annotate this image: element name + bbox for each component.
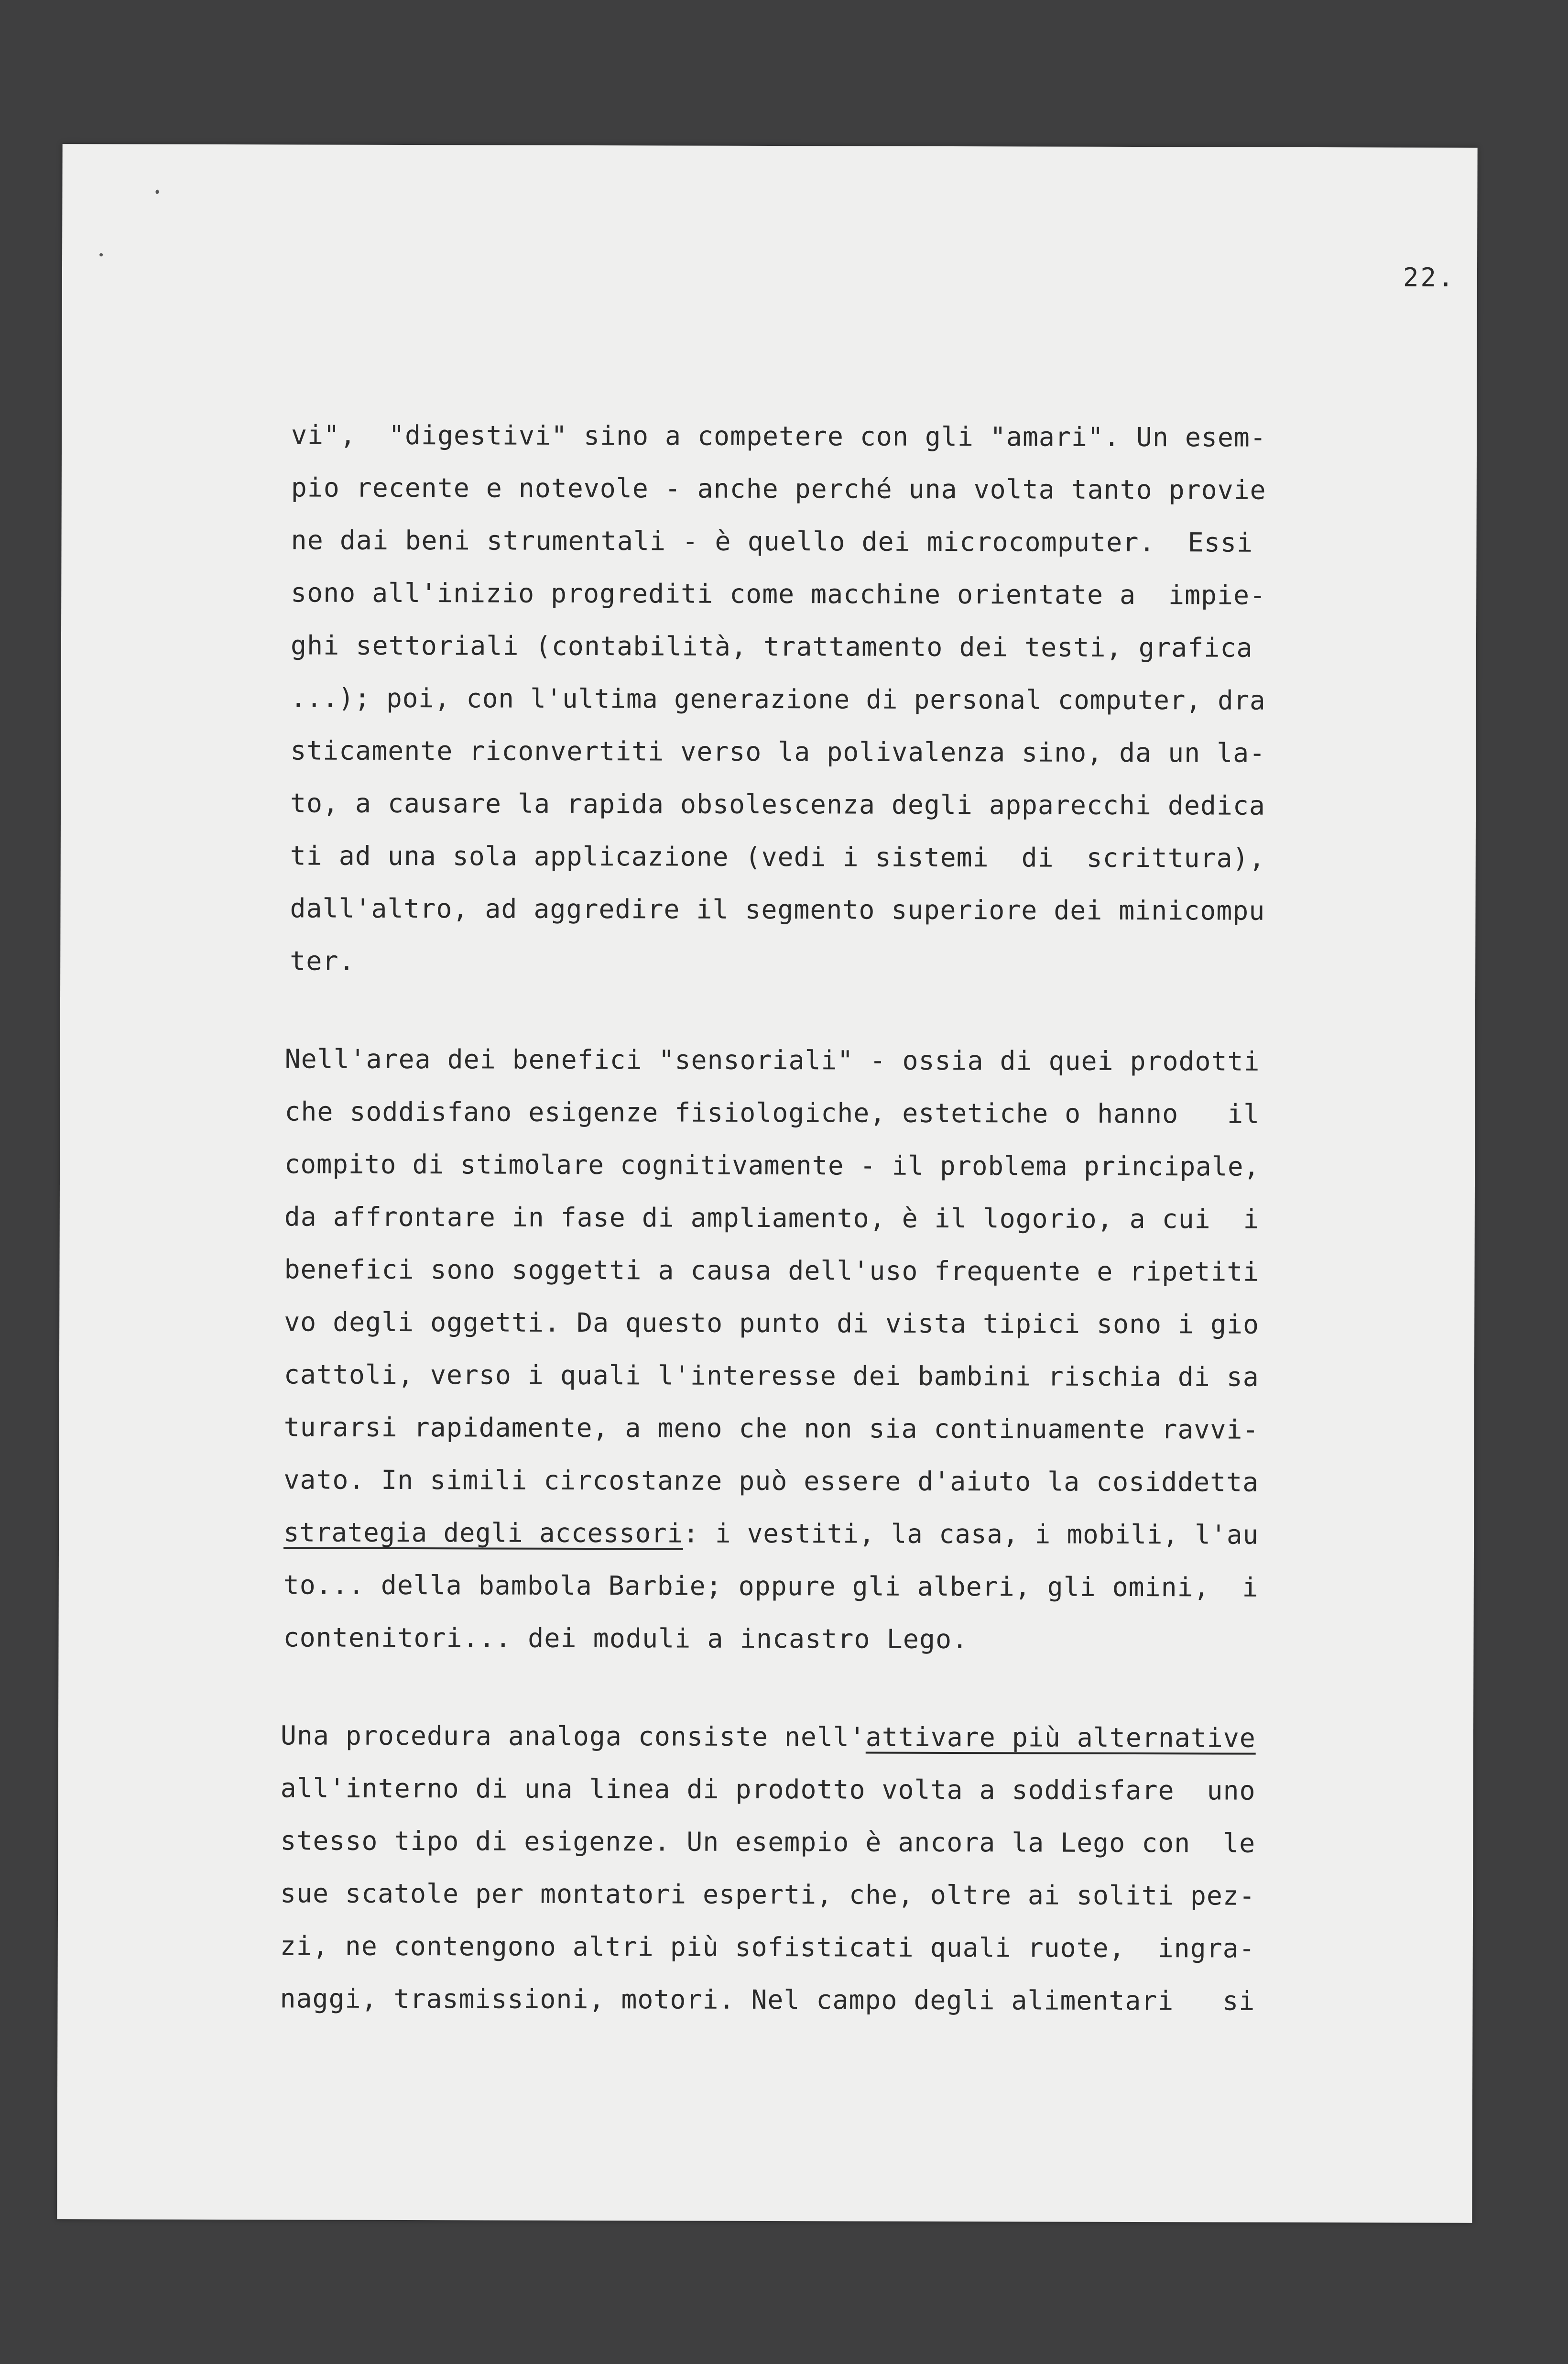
text-line: da affrontare in fase di ampliamento, è il logorio, a cui i — [284, 1201, 1260, 1235]
text-line: dall'altro, ad aggredire il segmento superiore dei minicompu — [290, 893, 1265, 926]
paper-speck — [99, 253, 103, 256]
text-line-start: Una procedura analoga consiste nell' — [280, 1720, 866, 1752]
text-line: ne dai beni strumentali - è quello dei microcomputer. Essi — [291, 525, 1253, 558]
paper-speck — [155, 190, 159, 194]
text-line: Nell'area dei benefici "sensoriali" - ossia di quei prodotti — [284, 1043, 1260, 1077]
text-line-with-underline — [281, 1722, 1256, 1751]
text-line: zi, ne contengono altri più sofisticati quali ruote, ingra- — [280, 1930, 1255, 1964]
text-line: benefici sono soggetti a causa dell'uso frequente e ripetiti — [284, 1254, 1260, 1287]
underlined-phrase: strategia degli accessori — [283, 1517, 684, 1549]
text-line: contenitori... dei moduli a incastro Lego. — [283, 1622, 969, 1655]
text-line: ghi settoriali (contabilità, trattamento dei testi, grafica — [290, 630, 1253, 663]
text-line: to... della bambola Barbie; oppure gli alberi, gli omini, i — [283, 1569, 1259, 1603]
text-line: ti ad una sola applicazione (vedi i sistemi di scrittura), — [290, 840, 1265, 874]
text-line: sue scatole per montatori esperti, che, oltre ai soliti pez- — [280, 1878, 1256, 1911]
text-line: sticamente riconvertiti verso la polivalenza sino, da un la- — [290, 735, 1266, 768]
text-line: vo degli oggetti. Da questo punto di vista tipici sono i gio — [284, 1306, 1260, 1340]
text-line: sono all'inizio progrediti come macchine orientate a impie- — [291, 577, 1266, 611]
text-line: ter. — [290, 945, 355, 976]
text-line: turarsi rapidamente, a meno che non sia continuamente ravvi- — [283, 1412, 1259, 1445]
underlined-phrase: attivare più alternative — [865, 1721, 1256, 1753]
text-line: pio recente e notevole - anche perché una volta tanto provie — [291, 472, 1266, 505]
text-line: stesso tipo di esigenze. Un esempio è ancora la Lego con le — [280, 1825, 1256, 1859]
text-line: ...); poi, con l'ultima generazione di personal computer, dra — [290, 682, 1266, 716]
text-line: vato. In simili circostanze può essere d'aiuto la cosiddetta — [283, 1464, 1259, 1498]
text-line-with-underline — [283, 1519, 1259, 1548]
text-line: naggi, trasmissioni, motori. Nel campo degli alimentari si — [280, 1983, 1255, 2016]
text-line: vi", "digestivi" sino a competere con gli "amari". Un esem- — [291, 419, 1266, 453]
page-number: 22. — [1403, 262, 1456, 293]
text-line: compito di stimolare cognitivamente - il problema principale, — [284, 1149, 1260, 1182]
text-line-rest: : i vestiti, la casa, i mobili, l'au — [683, 1518, 1259, 1550]
text-line: all'interno di una linea di prodotto volta a soddisfare uno — [280, 1773, 1256, 1806]
text-line: che soddisfano esigenze fisiologiche, estetiche o hanno il — [284, 1096, 1260, 1129]
text-line: cattoli, verso i quali l'interesse dei bambini rischia di sa — [283, 1359, 1259, 1392]
typewritten-page — [57, 144, 1477, 2223]
text-line: to, a causare la rapida obsolescenza degli apparecchi dedica — [290, 788, 1265, 821]
